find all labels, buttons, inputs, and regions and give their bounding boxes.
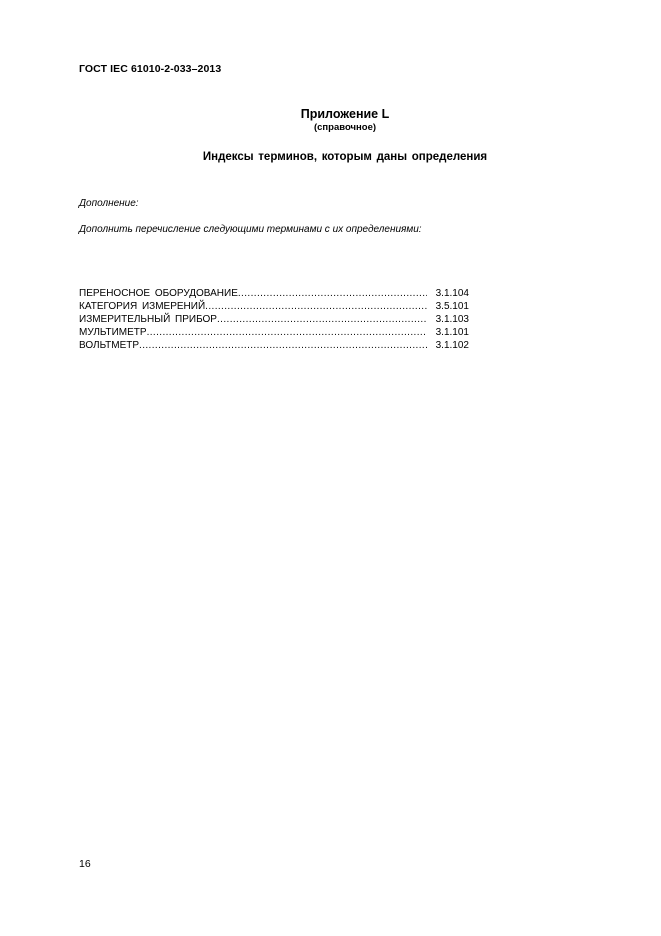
index-entry	[79, 287, 469, 300]
index-entry	[79, 326, 469, 339]
index-term: КАТЕГОРИЯ ИЗМЕРЕНИЙ	[79, 301, 206, 312]
index-entry	[79, 313, 469, 326]
annex-subtitle: (справочное)	[313, 122, 377, 133]
index-term: ВОЛЬТМЕТР	[79, 340, 140, 351]
index-term: МУЛЬТИМЕТР	[79, 327, 147, 338]
index-reference: 3.5.101	[435, 301, 469, 312]
index-entry	[79, 300, 469, 313]
dot-leader	[205, 300, 427, 313]
dot-leader	[147, 326, 427, 339]
index-term: ИЗМЕРИТЕЛЬНЫЙ ПРИБОР	[79, 314, 217, 325]
section-title: Индексы терминов, которым даны определения	[202, 151, 488, 163]
addition-note: Дополнение:	[79, 198, 139, 209]
page-number: 16	[79, 858, 91, 870]
instruction-note: Дополнить перечисление следующими терминами с их определениями:	[79, 224, 422, 235]
index-reference: 3.1.103	[435, 314, 469, 325]
dot-leader	[217, 313, 427, 326]
dot-leader	[139, 339, 427, 352]
terms-index-list	[79, 287, 469, 352]
index-reference: 3.1.102	[435, 340, 469, 351]
index-reference: 3.1.104	[435, 288, 469, 299]
index-entry	[79, 339, 469, 352]
document-header: ГОСТ IEC 61010-2-033–2013	[79, 63, 222, 75]
annex-title: Приложение L	[300, 107, 390, 121]
index-reference: 3.1.101	[435, 327, 469, 338]
index-term: ПЕРЕНОСНОЕ ОБОРУДОВАНИЕ	[79, 288, 238, 299]
dot-leader	[238, 287, 427, 300]
